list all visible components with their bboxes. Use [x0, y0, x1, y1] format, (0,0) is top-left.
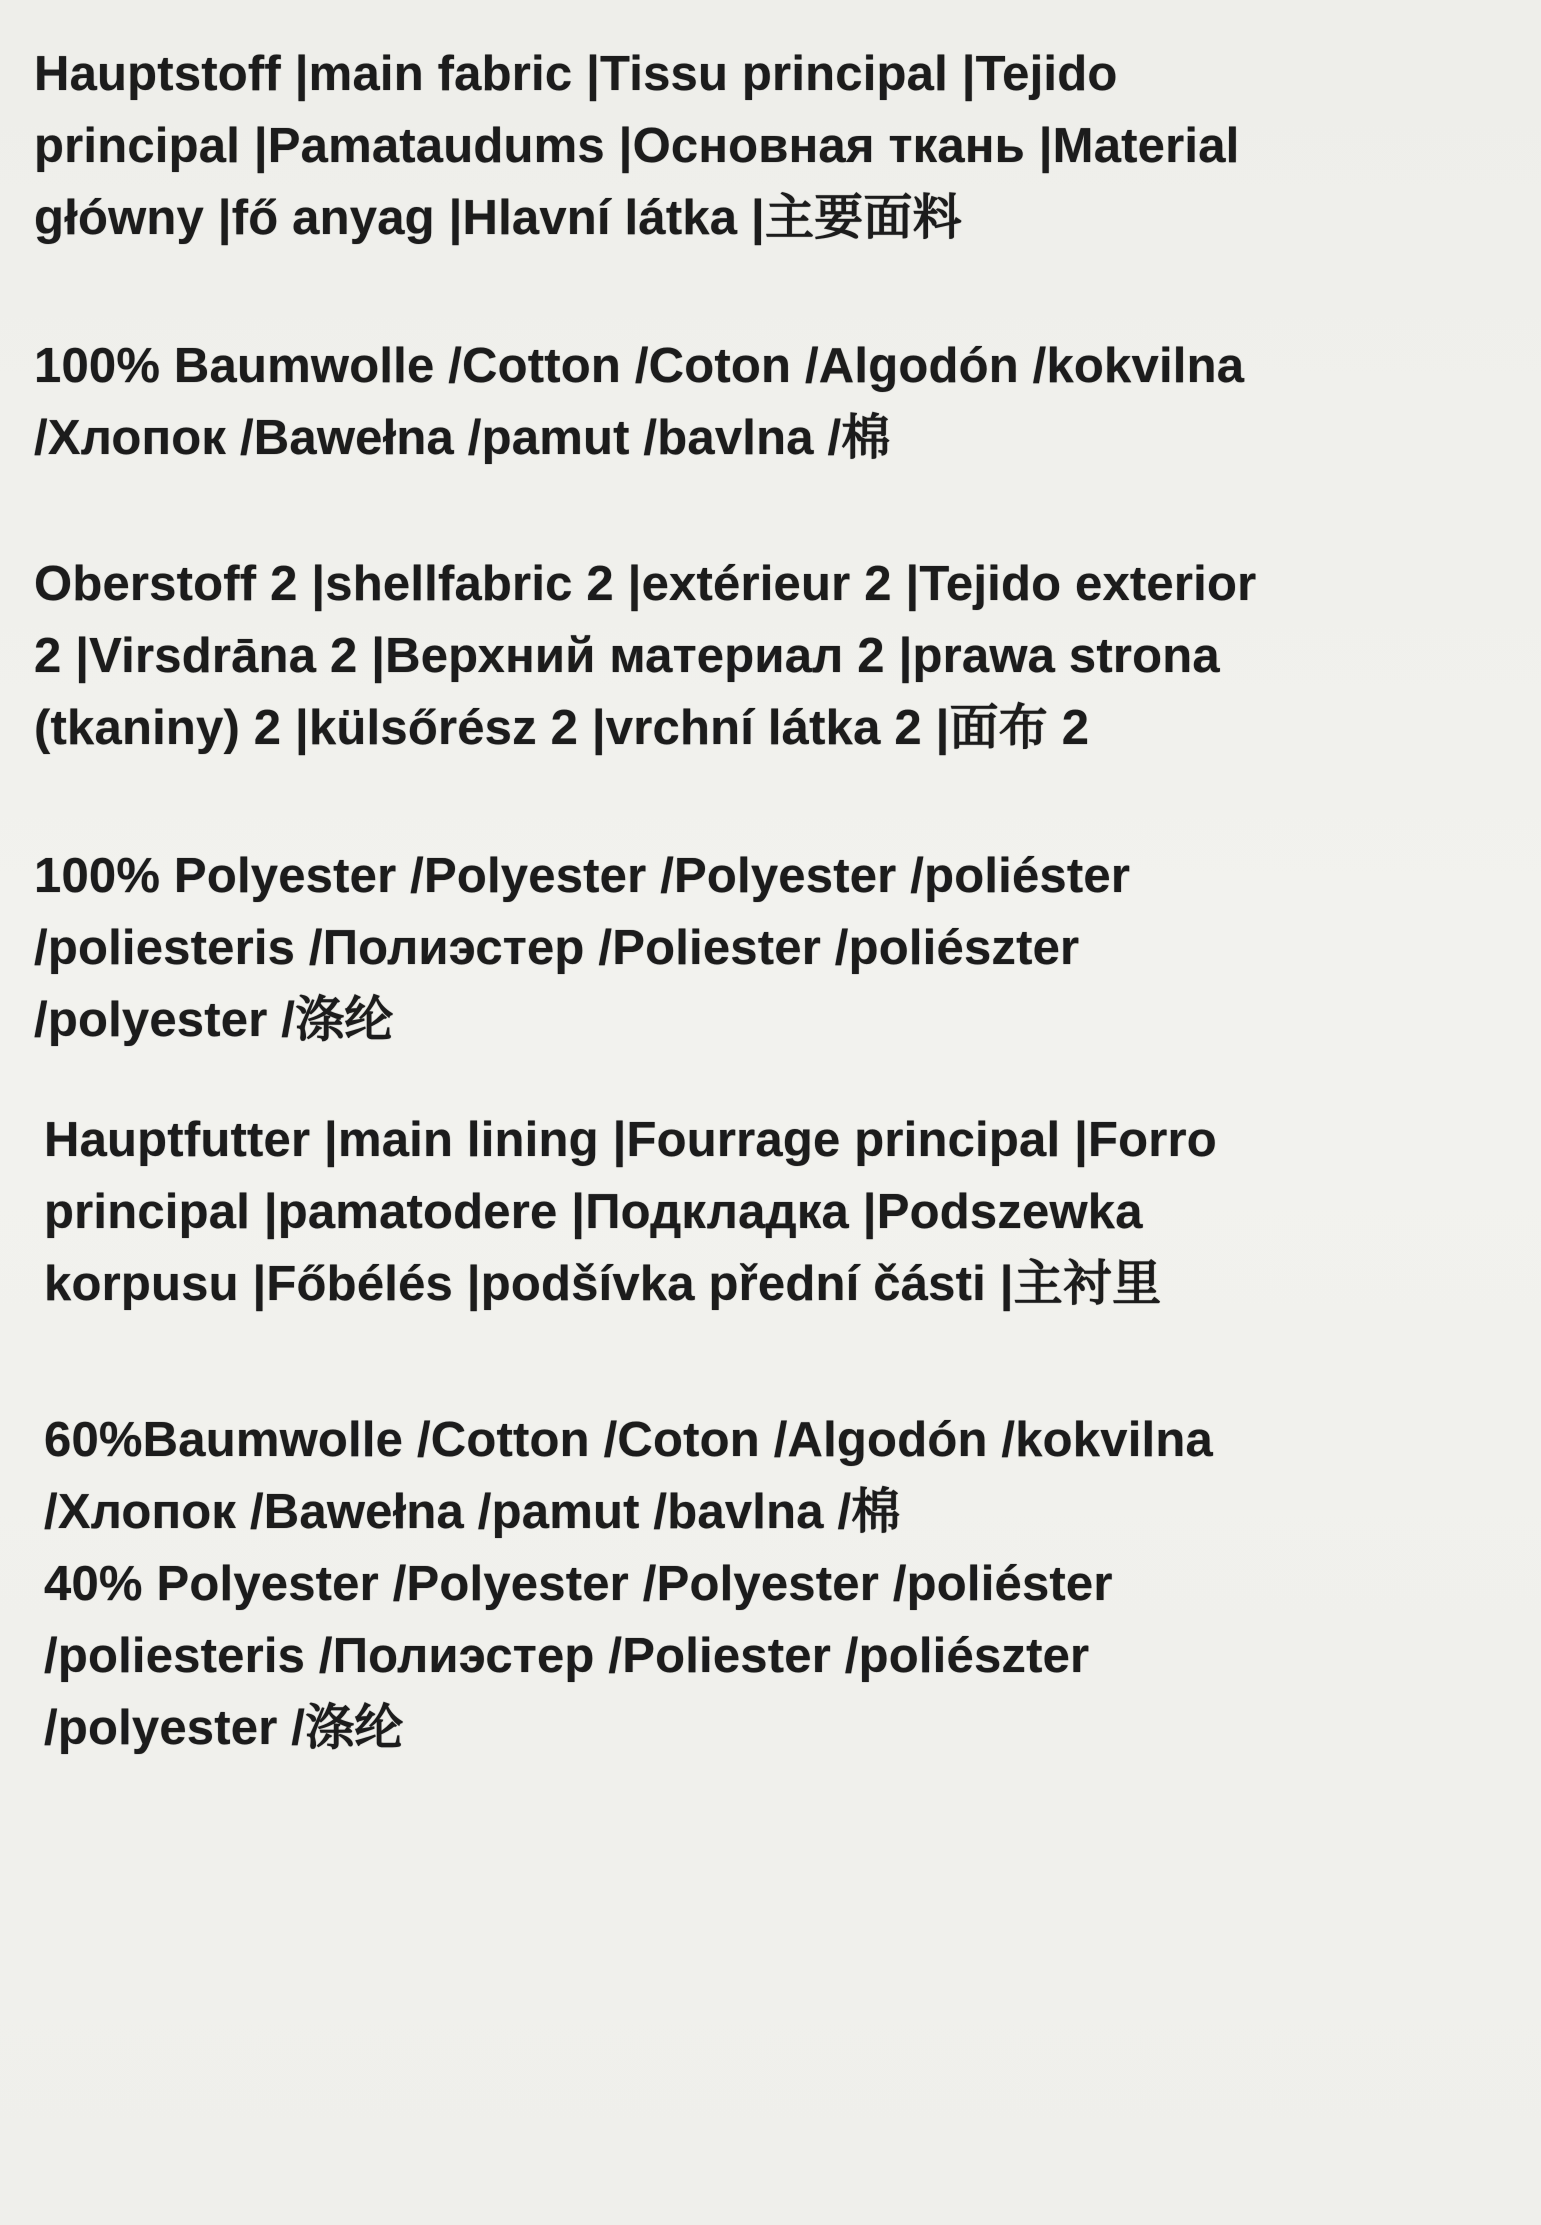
main-lining-heading: [44, 1110, 1217, 1314]
shell-fabric-heading: [34, 554, 1256, 758]
main-fabric-heading: [34, 44, 1239, 248]
label-line: principal |Pamataudums |Основная ткань |Material: [34, 119, 1240, 173]
label-line: Hauptstoff |main fabric |Tissu principal |Tejido: [34, 47, 1118, 101]
label-line: 60%Baumwolle /Cotton /Coton /Algodón /kokvilna: [44, 1413, 1213, 1467]
label-line: 100% Baumwolle /Cotton /Coton /Algodón /kokvilna: [34, 339, 1245, 393]
label-line: 2 |Virsdrāna 2 |Верхний материал 2 |prawa strona: [34, 629, 1220, 683]
label-line: /polyester /涤纶: [44, 1701, 404, 1755]
label-line: główny |fő anyag |Hlavní látka |主要面料: [34, 191, 962, 245]
label-line: Oberstoff 2 |shellfabric 2 |extérieur 2 |Tejido exterior: [34, 557, 1257, 611]
main-lining-composition: [44, 1410, 1213, 1758]
label-line: /Хлопок /Bawełna /pamut /bavlna /棉: [44, 1485, 901, 1539]
label-line: /poliesteris /Полиэстер /Poliester /poliészter: [44, 1629, 1090, 1683]
label-line: /polyester /涤纶: [34, 993, 394, 1047]
label-line: korpusu |Főbélés |podšívka přední části |主衬里: [44, 1257, 1162, 1311]
label-line: 40% Polyester /Polyester /Polyester /poliéster: [44, 1557, 1113, 1611]
label-line: (tkaniny) 2 |külsőrész 2 |vrchní látka 2 |面布 2: [34, 701, 1090, 755]
shell-fabric-composition: [34, 846, 1130, 1050]
label-line: /Хлопок /Bawełna /pamut /bavlna /棉: [34, 411, 891, 465]
label-line: 100% Polyester /Polyester /Polyester /poliéster: [34, 849, 1131, 903]
main-fabric-composition: [34, 336, 1244, 468]
label-line: /poliesteris /Полиэстер /Poliester /poliészter: [34, 921, 1080, 975]
label-line: principal |pamatodere |Подкладка |Podszewka: [44, 1185, 1143, 1239]
label-line: Hauptfutter |main lining |Fourrage principal |Forro: [44, 1113, 1217, 1167]
